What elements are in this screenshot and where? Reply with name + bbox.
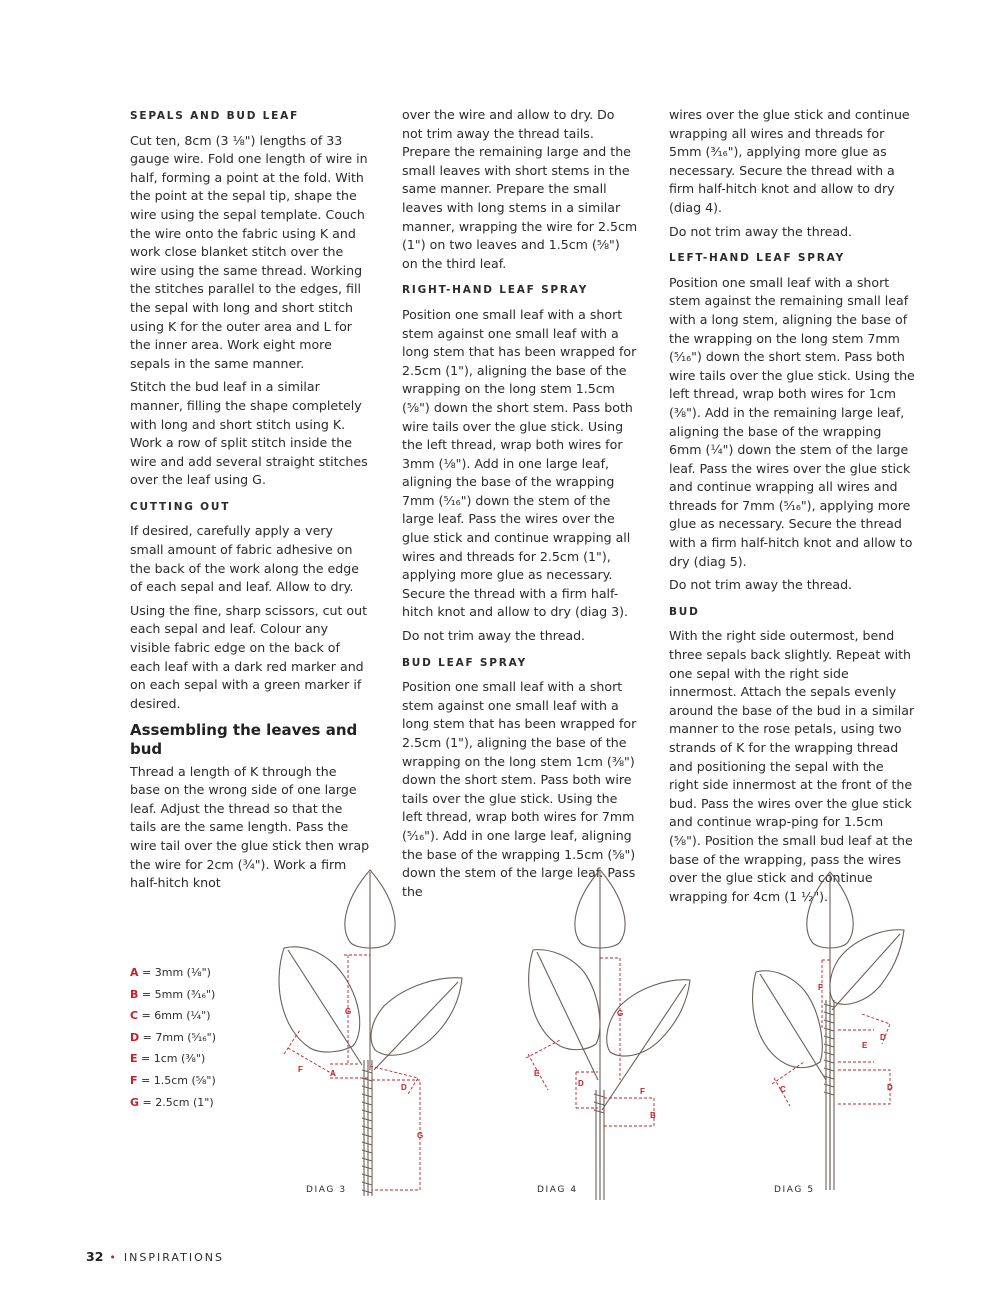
diag4-mark: E [534,1069,540,1078]
page-number: 32 [86,1249,104,1264]
diagram-5-illustration [753,872,904,1190]
heading-assembling: Assembling the leaves and bud [130,721,358,758]
diag3-mark: G [345,1007,352,1016]
legend-item: G = 2.5cm (1") [130,1095,214,1109]
paragraph: Position one small leaf with a short stem against one small leaf with a long stem that has been wrapped for 2.5cm (1"), aligning the base of the wrapping on the long stem 1cm (⅜") down the short stem. Pass both wire tails over the glue stick. Using the left thread, wrap both wires for 7mm (⁵⁄₁₆"). Add in one large leaf, aligning the base of the wrapping 1.5cm (⅝") down the stem of the large leaf. Pass the [402,679,637,899]
diag3-mark: F [298,1065,303,1074]
paragraph: Using the fine, sharp scissors, cut out each sepal and leaf. Colour any visible fabric edge on the back of each leaf with a dark red marker and on each sepal with a green marker if desired. [130,602,368,711]
diag4-mark: F [640,1087,645,1096]
diag3-mark: D [401,1083,407,1092]
heading-cutting-out: CUTTING OUT [130,500,231,513]
diag5-mark: D [880,1033,886,1042]
paragraph: If desired, carefully apply a very small amount of fabric adhesive on the back of the work along the edge of each sepal and leaf. Allow to dry. [130,523,359,595]
heading-right-hand-spray: RIGHT-HAND LEAF SPRAY [402,284,589,297]
legend-item: F = 1.5cm (⅝") [130,1073,216,1087]
heading-bud-leaf-spray: BUD LEAF SPRAY [402,656,527,669]
diagram-4-illustration [529,870,690,1200]
paragraph: Position one small leaf with a short stem against the remaining small leaf with a long stem, aligning the base of the wrapping on the long stem 7mm (⁵⁄₁₆") down the short stem. Pass both wire tails over the glue stick. Using the left thread, wrap both wires for 1cm (⅜"). Add in the remaining large leaf, aligning the base of the wrapping 6mm (¼") down the stem of the large leaf. Pass the wires over the glue stick and continue wrapping all wires and threads for 7mm (⁵⁄₁₆"), applying more glue as necessary. Secure the thread with a firm half-hitch knot and allow to dry (diag 5). [669,274,915,569]
diagram-3-illustration [279,870,462,1196]
legend-item: E = 1cm (⅜") [130,1052,206,1066]
diag4-mark: B [650,1111,656,1120]
paragraph: Do not trim away the thread. [402,628,586,644]
diag3-mark: A [330,1069,336,1078]
paragraph: Thread a length of K through the base on the wrong side of one large leaf. Adjust the thread so that the tails are the same length. Pass the wire tail over the glue stick then wrap the wire for 2cm (¾"). Work a firm half-hitch knot [130,763,370,891]
legend-item: C = 6mm (¼") [130,1009,211,1023]
diag5-mark: E [862,1041,868,1050]
diag-4-label: DIAG 4 [537,1185,578,1195]
legend-item: D = 7mm (⁵⁄₁₆") [130,1030,216,1044]
legend-item: B = 5mm (³⁄₁₆") [130,987,216,1001]
paragraph: Do not trim away the thread. [669,223,853,239]
paragraph: Stitch the bud leaf in a similar manner, filling the shape completely with long and short stitch using K. Work a row of split stitch inside the wire and add several straight stitches over the leaf using G. [130,379,368,488]
publication-title: INSPIRATIONS [123,1251,224,1264]
diag-3-label: DIAG 3 [306,1185,347,1195]
diag4-mark: D [578,1079,584,1088]
paragraph: Do not trim away the thread. [669,577,853,593]
footer-separator: • [109,1251,118,1264]
legend-item: A = 3mm (⅛") [130,966,211,979]
paragraph: wires over the glue stick and continue wrapping all wires and threads for 5mm (³⁄₁₆"), applying more glue as necessary. Secure the thread with a firm half-hitch knot and allow to dry (diag 4). [669,107,910,215]
paragraph: over the wire and allow to dry. Do not trim away the thread tails. Prepare the remaining large and the small leaves with short stems in the same manner. Prepare the small leaves with long stems in a similar manner, wrapping the wire for 2.5cm (1") on two leaves and 1.5cm (⅝") on the third leaf. [402,107,638,271]
diag5-mark: D [887,1083,893,1092]
paragraph: Cut ten, 8cm (3 ⅛") lengths of 33 gauge wire. Fold one length of wire in half, forming a point at the fold. With the point at the sepal tip, shape the wire using the sepal template. Couch the wire onto the fabric using K and work close blanket stitch over the wire using the same thread. Working the stitches parallel to the edges, fill the sepal with long and short stitch using K for the outer area and L for the inner area. Work eight more sepals in the same manner. [130,132,368,371]
diag-5-label: DIAG 5 [774,1185,815,1195]
heading-bud: BUD [669,605,700,618]
diag3-mark: G [417,1131,424,1140]
heading-sepals: SEPALS AND BUD LEAF [130,110,300,122]
paragraph: With the right side outermost, bend three sepals back slightly. Repeat with one sepal with the right side innermost. Attach the sepals evenly around the base of the bud in a similar manner to the rose petals, using two strands of K for the wrapping thread and positioning the sepal with the right side innermost at the front of the bud. Pass the wires over the glue stick and continue wrap-ping for 1.5cm (⅝"). Position the small bud leaf at the base of the wrapping, pass the wires over the glue stick and continue wrapping for 4cm (1 ½"). [669,628,915,904]
diag5-mark: F [818,983,823,992]
page-footer [86,1249,224,1264]
diag4-mark: G [617,1009,624,1018]
diag5-mark: C [780,1085,786,1094]
paragraph: Position one small leaf with a short stem against one small leaf with a long stem that has been wrapped for 2.5cm (1"), aligning the base of the wrapping on the long stem 1.5cm (⅝") down the short stem. Pass both wire tails over the glue stick. Using the left thread, wrap both wires for 3mm (⅛"). Add in one large leaf, aligning the base of the wrapping 7mm (⁵⁄₁₆") down the stem of the large leaf. Pass the wires over the glue stick and continue wrapping all wires and threads for 2.5cm (1"), applying more glue as necessary. Secure the thread with a firm half-hitch knot and allow to dry (diag 3). [402,306,637,620]
heading-left-hand-spray: LEFT-HAND LEAF SPRAY [669,252,845,265]
